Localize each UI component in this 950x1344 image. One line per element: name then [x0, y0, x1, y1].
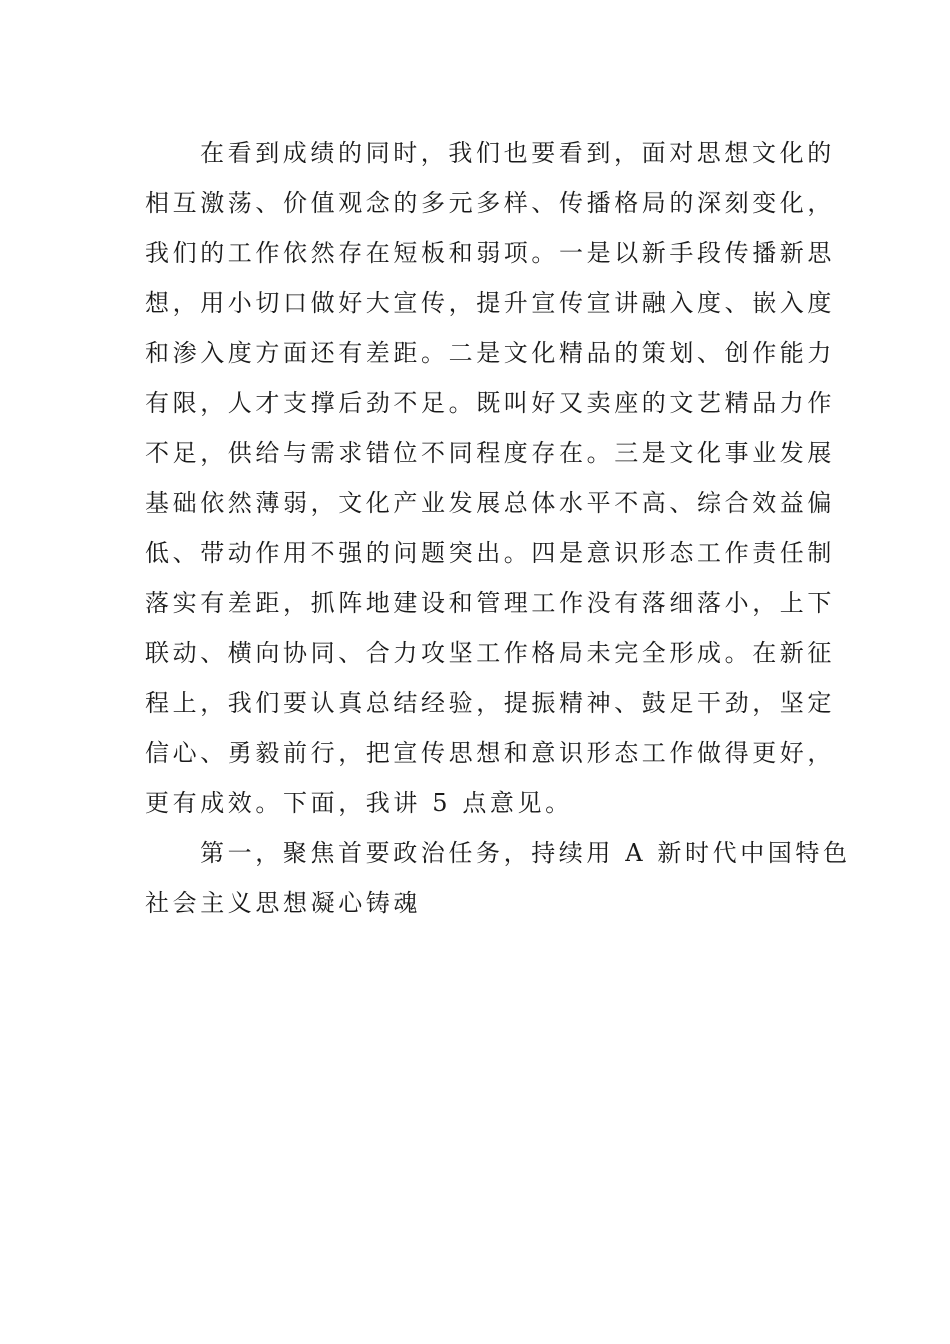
paragraph-line: 落实有差距，抓阵地建设和管理工作没有落细落小，上下	[145, 589, 835, 617]
paragraph-2	[145, 828, 851, 928]
paragraph-line: 相互激荡、价值观念的多元多样、传播格局的深刻变化，	[145, 189, 835, 217]
document-body	[145, 128, 851, 928]
paragraph-line: 想，用小切口做好大宣传，提升宣传宣讲融入度、嵌入度	[145, 289, 835, 317]
paragraph-line: 有限，人才支撑后劲不足。既叫好又卖座的文艺精品力作	[145, 389, 835, 417]
paragraph-line: 在看到成绩的同时，我们也要看到，面对思想文化的	[200, 139, 835, 167]
paragraph-line: 程上，我们要认真总结经验，提振精神、鼓足干劲，坚定	[145, 689, 835, 717]
paragraph-line: 社会主义思想凝心铸魂	[145, 889, 421, 917]
paragraph-line: 不足，供给与需求错位不同程度存在。三是文化事业发展	[145, 439, 835, 467]
paragraph-line: 基础依然薄弱，文化产业发展总体水平不高、综合效益偏	[145, 489, 835, 517]
paragraph-line: 第一，聚焦首要政治任务，持续用 A 新时代中国特色	[200, 839, 851, 867]
paragraph-line: 信心、勇毅前行，把宣传思想和意识形态工作做得更好，	[145, 739, 835, 767]
paragraph-line: 和渗入度方面还有差距。二是文化精品的策划、创作能力	[145, 339, 835, 367]
paragraph-line: 更有成效。下面，我讲 5 点意见。	[145, 789, 573, 817]
paragraph-line: 低、带动作用不强的问题突出。四是意识形态工作责任制	[145, 539, 835, 567]
paragraph-line: 联动、横向协同、合力攻坚工作格局未完全形成。在新征	[145, 639, 835, 667]
paragraph-1	[145, 128, 835, 828]
paragraph-line: 我们的工作依然存在短板和弱项。一是以新手段传播新思	[145, 239, 835, 267]
